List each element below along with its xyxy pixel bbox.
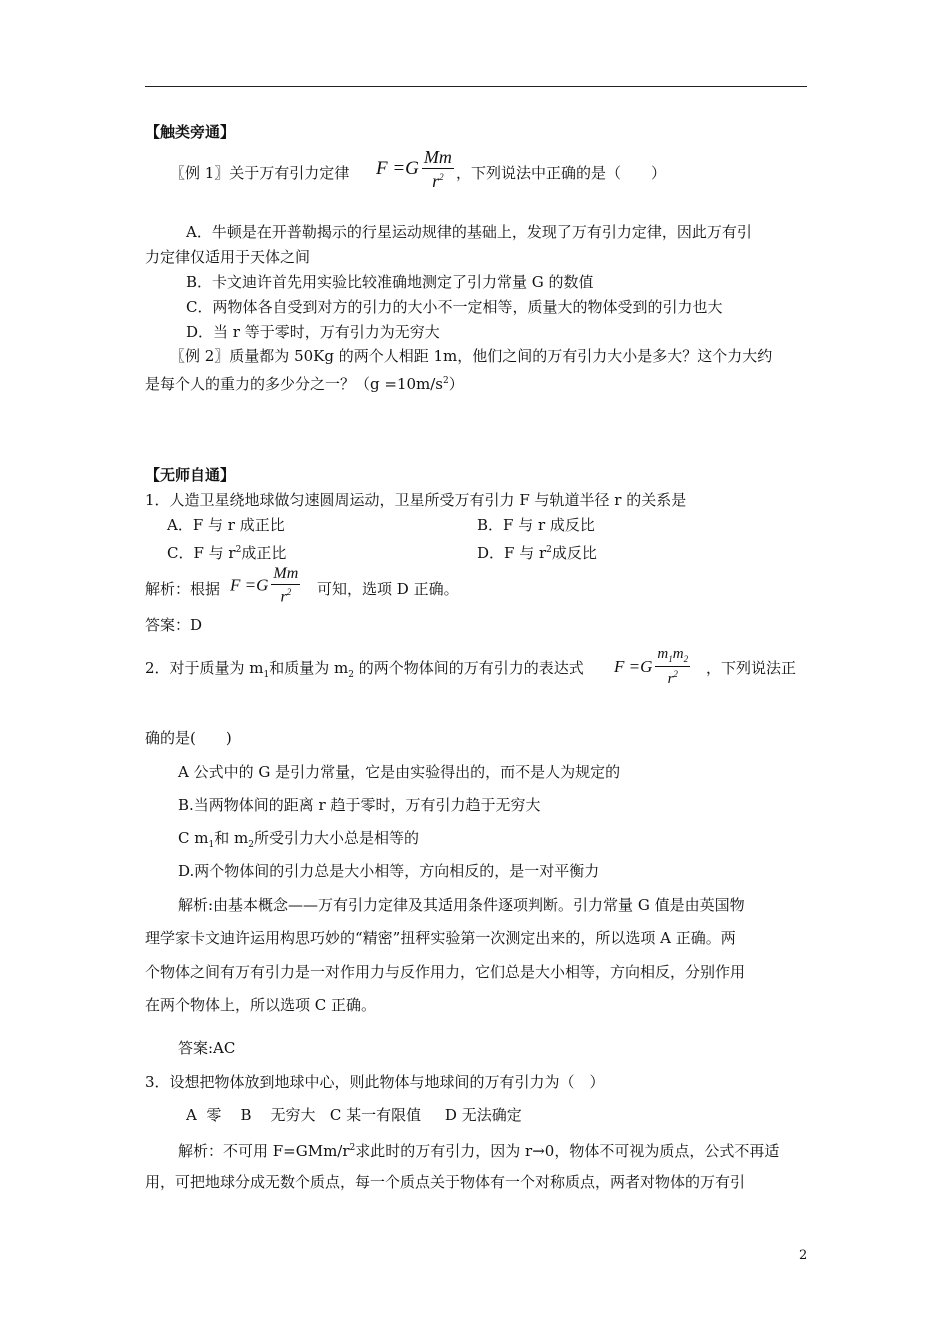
question-2-stem: 2．对于质量为 $m_1$和质量为 $m_2$ 的两个物体间的万有引力的表达式 [145, 659, 584, 680]
question-1-answer: 答案：D [145, 616, 203, 634]
example-1-option-d: D．当 r 等于零时，万有引力为无穷大 [186, 323, 440, 341]
question-1-option-c: C．F 与 $r^2$成正比 [167, 544, 287, 562]
header-rule [145, 86, 807, 87]
question-1-analysis-suffix: 可知，选项 D 正确。 [317, 580, 459, 598]
example-1-option-c: C．两物体各自受到对方的引力的大小不一定相等，质量大的物体受到的引力也大 [186, 298, 723, 316]
example-1-formula: F =G $\frac{Mm}{r^2}$ [376, 147, 452, 191]
question-2-formula: F =G $\frac{m_1m_2}{r^2}$ [614, 646, 689, 687]
example-1-prefix: 〖例 1〗关于万有引力定律 [170, 164, 350, 182]
question-2-analysis-line-1: 解析:由基本概念——万有引力定律及其适用条件逐项判断。引力常量 G 值是由英国物 [178, 896, 745, 914]
question-2-analysis-line-4: 在两个物体上，所以选项 C 正确。 [145, 996, 377, 1014]
question-1-analysis-prefix: 解析：根据 [145, 580, 221, 598]
question-2-option-d: D.两个物体间的引力总是大小相等，方向相反的，是一对平衡力 [178, 862, 600, 880]
section-heading-1: 【触类旁通】 [145, 123, 236, 141]
question-2-option-c: C $m_1$和 $m_2$所受引力大小总是相等的 [178, 829, 419, 850]
question-1-formula: F =G $\frac{Mm}{r^2}$ [230, 565, 299, 606]
page-number: 2 [799, 1248, 808, 1263]
question-2-stem-cont: 确的是( ) [145, 729, 232, 747]
question-2-option-b: B.当两物体间的距离 r 趋于零时，万有引力趋于无穷大 [178, 796, 541, 814]
example-2-line-1: 〖例 2〗质量都为 50Kg 的两个人相距 1m，他们之间的万有引力大小是多大？这个力大约 [170, 347, 773, 365]
question-1-option-b: B．F 与 r 成反比 [477, 516, 595, 534]
question-1-option-d: D．F 与 $r^2$成反比 [477, 544, 597, 562]
example-1-option-b: B．卡文迪许首先用实验比较准确地测定了引力常量 G 的数值 [186, 273, 594, 291]
question-2-analysis-line-3: 个物体之间有万有引力是一对作用力与反作用力，它们总是大小相等，方向相反，分别作用 [145, 963, 746, 981]
question-3-analysis-line-2: 用，可把地球分成无数个质点，每一个质点关于物体有一个对称质点，两者对物体的万有引 [145, 1173, 746, 1191]
section-heading-2: 【无师自通】 [145, 466, 236, 484]
question-2-option-a: A 公式中的 G 是引力常量，它是由实验得出的，而不是人为规定的 [178, 763, 621, 781]
question-1-stem: 1．人造卫星绕地球做匀速圆周运动，卫星所受万有引力 F 与轨道半径 r 的关系是 [145, 491, 687, 509]
example-2-line-2: 是每个人的重力的多少分之一？$(g =10m/s^2)$ [145, 375, 464, 393]
question-2-analysis-line-2: 理学家卡文迪许运用构思巧妙的“精密”扭秤实验第一次测定出来的，所以选项 A 正确。两 [145, 929, 736, 947]
question-2-stem-end: ，下列说法正 [706, 659, 797, 677]
example-1-option-a: A．牛顿是在开普勒揭示的行星运动规律的基础上，发现了万有引力定律，因此万有引 [186, 223, 752, 241]
question-3-stem: 3．设想把物体放到地球中心，则此物体与地球间的万有引力为（ ） [145, 1073, 605, 1091]
question-3-analysis-line-1: 解析：不可用 $F=GMm/r^2$求此时的万有引力，因为 r→0，物体不可视为质点，公式不再适 [178, 1142, 780, 1160]
question-2-answer: 答案:AC [178, 1039, 236, 1057]
question-1-option-a: A．F 与 r 成正比 [167, 516, 285, 534]
question-3-options: A 零 B 无穷大 C 某一有限值 D 无法确定 [186, 1106, 522, 1124]
example-1-option-a-cont: 力定律仅适用于天体之间 [145, 248, 311, 266]
example-1-suffix: ，下列说法中正确的是（ ） [456, 164, 667, 182]
